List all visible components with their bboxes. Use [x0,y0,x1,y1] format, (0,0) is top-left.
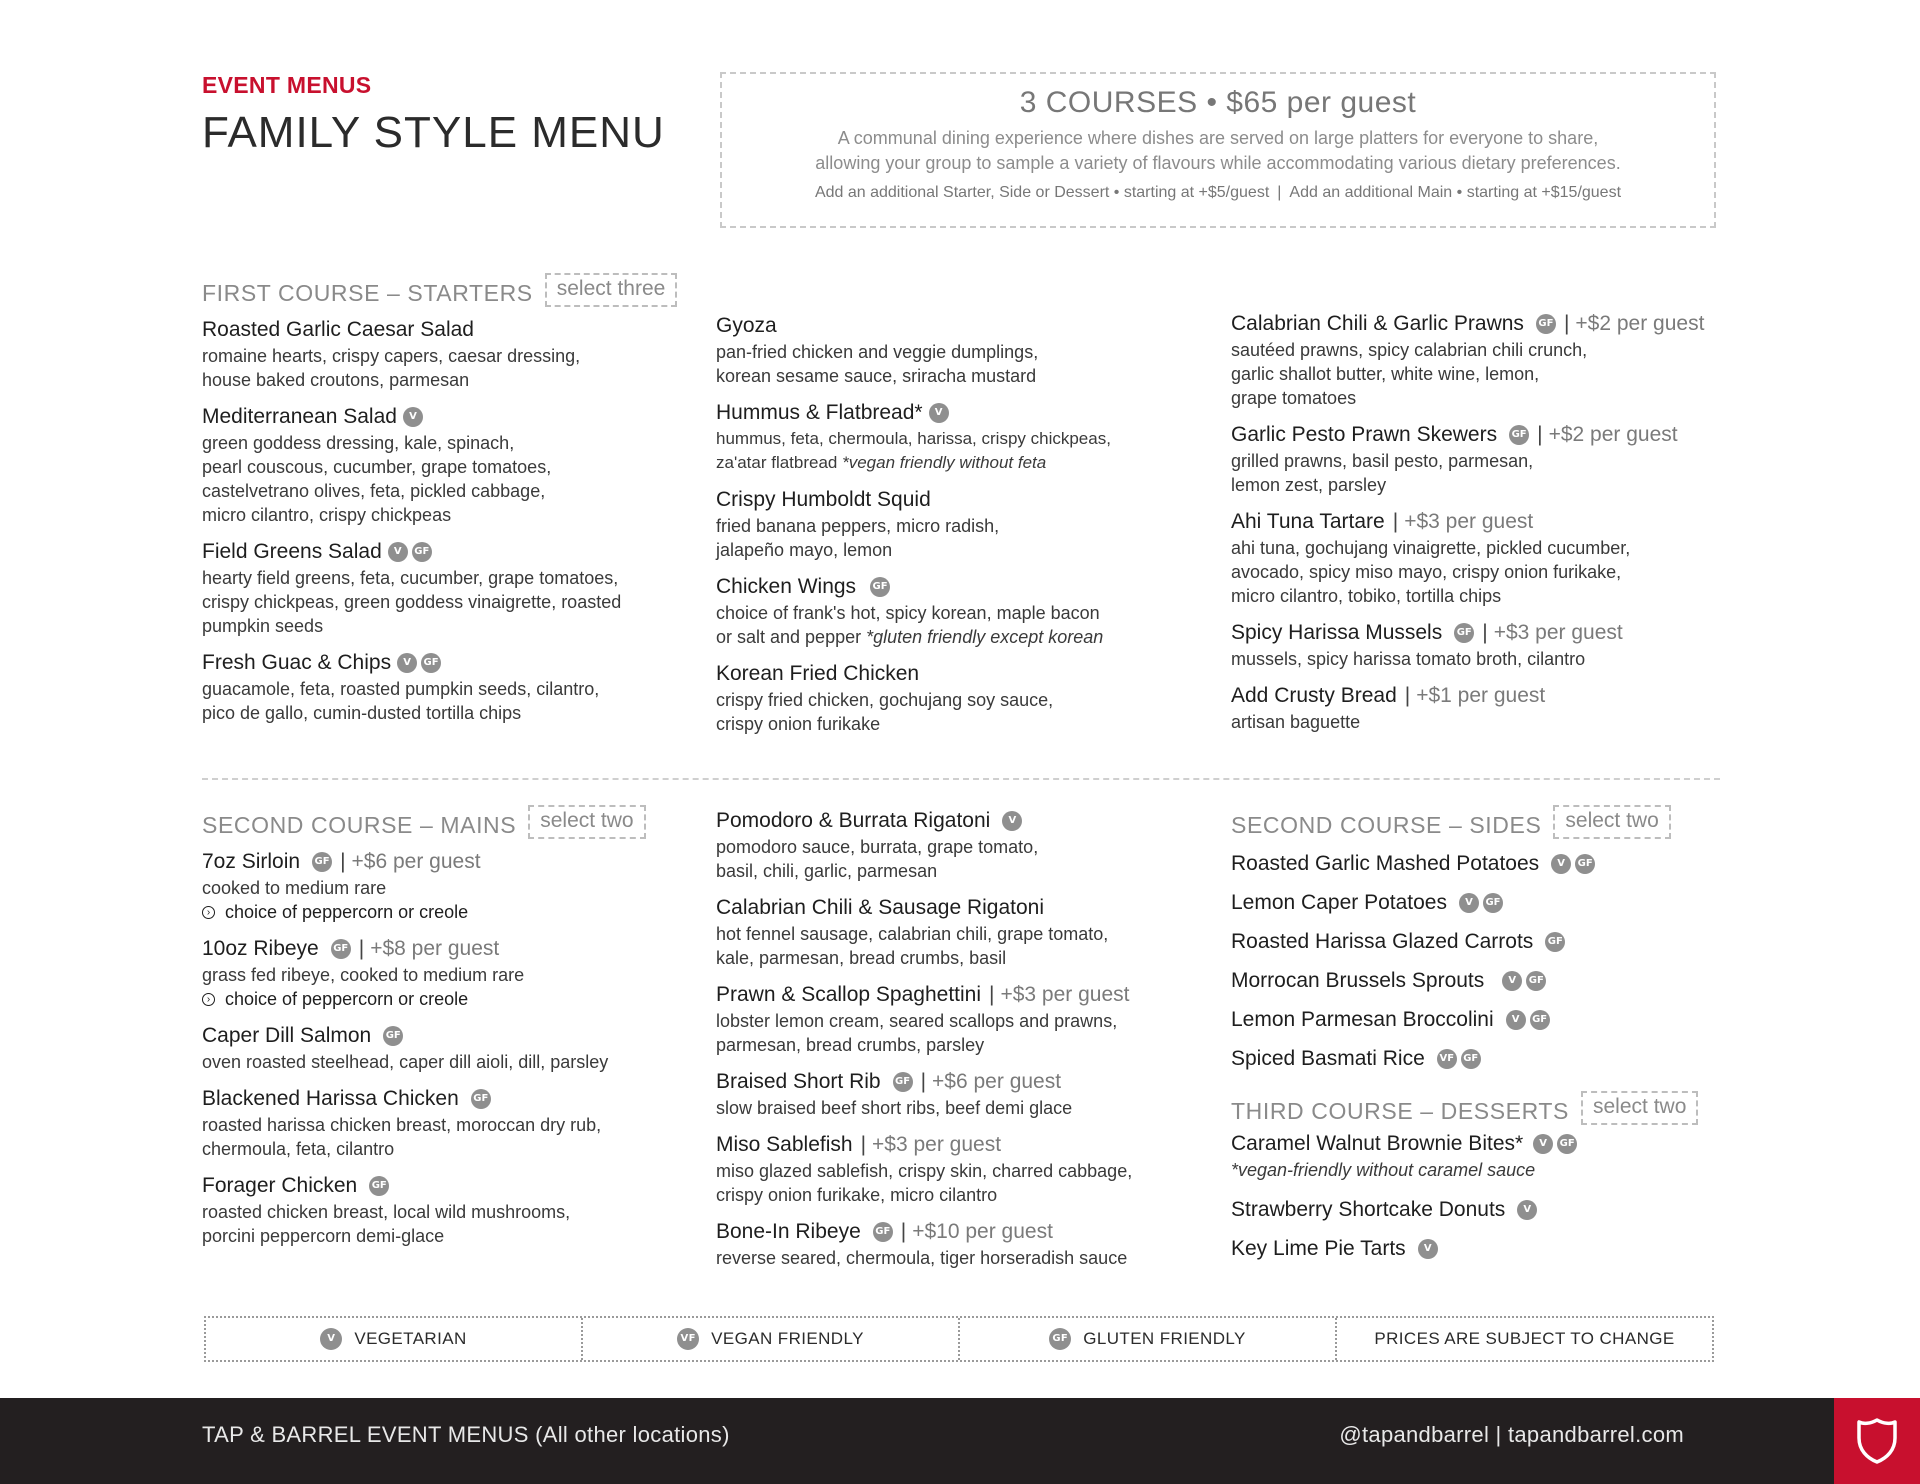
legend-vegan-friendly: VF VEGAN FRIENDLY [581,1318,958,1360]
menu-item [1231,508,1751,608]
item-description: grass fed ribeye, cooked to medium rare [202,965,525,985]
menu-item [716,312,1216,388]
item-description: choice of frank's hot, spicy korean, maple bacon or salt and pepper *gluten friendly except korean [716,603,1104,647]
sides-desserts-column [1231,808,1751,1268]
page-title: FAMILY STYLE MENU [202,108,665,157]
menu-item [716,573,1216,649]
item-name: Garlic Pesto Prawn Skewers [1231,423,1498,446]
menu-item [716,1068,1226,1120]
vegetarian-badge-icon: V [1502,971,1522,991]
item-price: | +$3 per guest [1392,510,1534,533]
section-title-sides [1231,808,1751,842]
item-name: Korean Fried Chicken [716,662,920,685]
pricing-description [722,126,1714,176]
gluten-friendly-badge-icon: GF [1575,854,1595,874]
item-description: roasted harissa chicken breast, moroccan dry rub, chermoula, feta, cilantro [202,1115,602,1159]
addon-separator: | [1277,184,1282,201]
addon-starter: Add an additional Starter, Side or Dessert • starting at +$5/guest [814,184,1270,201]
item-description: sautéed prawns, spicy calabrian chili crunch, garlic shallot butter, white wine, lemon, grape tomatoes [1231,340,1588,408]
gluten-friendly-badge-icon: GF [369,1176,389,1196]
gluten-friendly-badge-icon: GF [893,1072,913,1092]
vegetarian-badge-icon: V [320,1328,342,1350]
section-divider [202,778,1720,780]
vegetarian-badge-icon: V [1551,854,1571,874]
pricing-headline: 3 COURSES • $65 per guest [1019,86,1417,119]
mains-column-1 [202,808,702,1259]
gluten-friendly-badge-icon: GF [1536,314,1556,334]
menu-item [716,399,1216,475]
item-name: Forager Chicken [202,1174,358,1197]
side-item: Morrocan Brussels Sprouts V GF [1231,961,1751,1000]
menu-item [202,316,702,392]
vegetarian-badge-icon: V [397,653,417,673]
pricing-addons [722,184,1714,202]
gluten-friendly-badge-icon: GF [1509,425,1529,445]
menu-item [202,935,702,1011]
item-description: green goddess dressing, kale, spinach, pearl couscous, cucumber, grape tomatoes, castelvetrano olives, feta, pickled cabbage, micro cilantro, crispy chickpeas [202,433,552,525]
dietary-legend [204,1316,1714,1362]
gluten-friendly-badge-icon: GF [870,577,890,597]
item-description: reverse seared, chermoula, tiger horseradish sauce [716,1248,1128,1268]
legend-gluten-friendly: GF GLUTEN FRIENDLY [958,1318,1335,1360]
item-description: lobster lemon cream, seared scallops and prawns, parmesan, bread crumbs, parsley [716,1011,1118,1055]
menu-item [1231,310,1751,410]
side-item: Roasted Harissa Glazed Carrots GF [1231,922,1751,961]
side-item: Spiced Basmati Rice VF GF [1231,1039,1751,1078]
item-name: Bone-In Ribeye [716,1220,861,1243]
starters-column-2 [716,312,1216,747]
item-name: Spicy Harissa Mussels [1231,621,1443,644]
item-price: | +$10 per guest [900,1220,1053,1243]
select-count-badge: select three [545,273,678,307]
item-price: | +$1 per guest [1404,684,1546,707]
starters-column-1 [202,276,702,736]
select-count-badge: select two [1581,1091,1698,1125]
item-description: roasted chicken breast, local wild mushrooms, porcini peppercorn demi-glace [202,1202,571,1246]
vegetarian-badge-icon: V [1418,1239,1438,1259]
footer-bar [0,1398,1920,1484]
vegetarian-badge-icon: V [1506,1010,1526,1030]
item-name: 7oz Sirloin [202,850,301,873]
item-name: Calabrian Chili & Garlic Prawns [1231,312,1524,335]
pricing-description-line: allowing your group to sample a variety of flavours while accommodating various dietary preferences. [815,153,1621,173]
item-name: Caper Dill Salmon [202,1024,372,1047]
item-name: Blackened Harissa Chicken [202,1087,459,1110]
item-price: | +$2 per guest [1563,312,1705,335]
select-count-badge: select two [528,805,645,839]
item-description: oven roasted steelhead, caper dill aioli, dill, parsley [202,1052,609,1072]
side-item: Roasted Garlic Mashed Potatoes V GF [1231,844,1751,883]
vegetarian-badge-icon: V [1533,1134,1553,1154]
side-item: Lemon Parmesan Broccolini V GF [1231,1000,1751,1039]
gluten-friendly-badge-icon: GF [412,542,432,562]
section-title-mains [202,808,702,842]
gluten-friendly-badge-icon: GF [1049,1328,1071,1350]
menu-item [716,894,1226,970]
section-title-text: FIRST COURSE – STARTERS [202,279,533,306]
item-description: hot fennel sausage, calabrian chili, grape tomato, kale, parmesan, bread crumbs, basil [716,924,1109,968]
dessert-item: Key Lime Pie Tarts V [1231,1229,1751,1268]
arrow-circle-icon: › [202,906,215,919]
item-price: | +$8 per guest [358,937,500,960]
menu-item [202,538,702,638]
gluten-friendly-badge-icon: GF [421,653,441,673]
menu-item [202,1085,702,1161]
menu-item [202,1172,702,1248]
gluten-friendly-badge-icon: GF [312,852,332,872]
item-description: ahi tuna, gochujang vinaigrette, pickled cucumber, avocado, spicy miso mayo, crispy onion furikake, micro cilantro, tobiko, tortilla chips [1231,538,1631,606]
item-description: artisan baguette [1231,712,1361,732]
vegetarian-badge-icon: V [1002,811,1022,831]
item-description: pan-fried chicken and veggie dumplings, korean sesame sauce, sriracha mustard [716,342,1039,386]
menu-item [1231,619,1751,671]
item-name: Gyoza [716,314,777,337]
item-description: guacamole, feta, roasted pumpkin seeds, cilantro, pico de gallo, cumin-dusted tortilla chips [202,679,600,723]
menu-item [716,981,1226,1057]
section-title-text: THIRD COURSE – DESSERTS [1231,1097,1569,1124]
item-note: › choice of peppercorn or creole [202,900,702,924]
menu-item [202,1022,702,1074]
gluten-friendly-badge-icon: GF [1545,932,1565,952]
vegetarian-badge-icon: V [929,403,949,423]
menu-item [1231,682,1751,734]
section-title-text: SECOND COURSE – SIDES [1231,811,1542,838]
item-description: crispy fried chicken, gochujang soy sauce, crispy onion furikake [716,690,1054,734]
item-name: Braised Short Rib [716,1070,881,1093]
menu-item [1231,421,1751,497]
event-menus-kicker: EVENT MENUS [202,72,372,98]
side-item: Lemon Caper Potatoes V GF [1231,883,1751,922]
item-description: fried banana peppers, micro radish, jalapeño mayo, lemon [716,516,1000,560]
gluten-friendly-badge-icon: GF [383,1026,403,1046]
item-name: Crispy Humboldt Squid [716,488,931,511]
gluten-friendly-badge-icon: GF [471,1089,491,1109]
menu-item [202,848,702,924]
section-title-text: SECOND COURSE – MAINS [202,811,517,838]
menu-item [202,403,702,527]
dessert-item: Strawberry Shortcake Donuts V [1231,1190,1751,1229]
addon-main: Add an additional Main • starting at +$15/guest [1289,184,1622,201]
gluten-friendly-badge-icon: GF [1557,1134,1577,1154]
item-description: mussels, spicy harissa tomato broth, cilantro [1231,649,1586,669]
item-description: slow braised beef short ribs, beef demi glace [716,1098,1073,1118]
shield-logo-icon [1834,1398,1920,1484]
pricing-description-line: A communal dining experience where dishes are served on large platters for everyone to share, [837,128,1599,148]
pricing-box [720,72,1716,228]
gluten-friendly-badge-icon: GF [1483,893,1503,913]
gluten-friendly-badge-icon: GF [873,1222,893,1242]
vegetarian-badge-icon: V [403,407,423,427]
select-count-badge: select two [1553,805,1670,839]
vegetarian-badge-icon: V [1517,1200,1537,1220]
legend-vegetarian: V VEGETARIAN [206,1318,581,1360]
item-price: | +$3 per guest [989,983,1130,1006]
footer-links[interactable]: @tapandbarrel | tapandbarrel.com [1339,1422,1684,1447]
item-name: Prawn & Scallop Spaghettini [716,983,981,1006]
menu-item [716,1131,1226,1207]
vegetarian-badge-icon: V [1459,893,1479,913]
item-name: Ahi Tuna Tartare [1231,510,1385,533]
footer-title: TAP & BARREL EVENT MENUS (All other locations) [202,1422,730,1447]
shield-icon [1854,1416,1900,1466]
legend-prices-note: PRICES ARE SUBJECT TO CHANGE [1335,1318,1712,1360]
item-note: *vegan-friendly without caramel sauce [1231,1160,1536,1180]
item-name: 10oz Ribeye [202,937,319,960]
item-name: Roasted Garlic Caesar Salad [202,318,474,341]
item-description: cooked to medium rare [202,878,387,898]
item-description: romaine hearts, crispy capers, caesar dressing, house baked croutons, parmesan [202,346,581,390]
gluten-friendly-badge-icon: GF [331,939,351,959]
item-price: | +$6 per guest [340,850,481,873]
item-name: Field Greens Salad [202,540,382,563]
item-price: | +$3 per guest [860,1133,1002,1156]
gluten-friendly-badge-icon: GF [1526,971,1546,991]
menu-item [202,649,702,725]
menu-item [716,486,1216,562]
vegan-friendly-badge-icon: VF [677,1328,699,1350]
vegan-friendly-badge-icon: VF [1437,1049,1457,1069]
item-name: Add Crusty Bread [1231,684,1397,707]
item-name: Miso Sablefish [716,1133,853,1156]
gluten-friendly-badge-icon: GF [1530,1010,1550,1030]
gluten-friendly-badge-icon: GF [1461,1049,1481,1069]
item-name: Caramel Walnut Brownie Bites* [1231,1132,1524,1155]
vegetarian-badge-icon: V [388,542,408,562]
item-name: Mediterranean Salad [202,405,397,428]
dessert-item [1231,1130,1751,1182]
item-description: grilled prawns, basil pesto, parmesan, lemon zest, parsley [1231,451,1534,495]
section-title-starters [202,276,702,310]
item-description: hummus, feta, chermoula, harissa, crispy chickpeas, za'atar flatbread *vegan friendly without feta [716,429,1111,472]
item-name: Chicken Wings [716,575,857,598]
item-price: | +$6 per guest [920,1070,1062,1093]
item-price: | +$2 per guest [1537,423,1678,446]
item-note: › choice of peppercorn or creole [202,987,702,1011]
item-description: miso glazed sablefish, crispy skin, charred cabbage, crispy onion furikake, micro cilantro [716,1161,1133,1205]
item-name: Calabrian Chili & Sausage Rigatoni [716,896,1045,919]
item-name: Hummus & Flatbread* [716,401,923,424]
item-description: hearty field greens, feta, cucumber, grape tomatoes, crispy chickpeas, green goddess vinaigrette, roasted pumpkin seeds [202,568,622,636]
item-name: Fresh Guac & Chips [202,651,392,674]
menu-item [716,807,1226,883]
arrow-circle-icon: › [202,993,215,1006]
mains-column-2 [716,807,1226,1281]
section-title-desserts [1231,1094,1751,1128]
starters-column-3 [1231,310,1751,745]
item-description: pomodoro sauce, burrata, grape tomato, basil, chili, garlic, parmesan [716,837,1039,881]
menu-item [716,660,1216,736]
item-name: Pomodoro & Burrata Rigatoni [716,809,991,832]
item-price: | +$3 per guest [1482,621,1623,644]
menu-item [716,1218,1226,1270]
gluten-friendly-badge-icon: GF [1454,623,1474,643]
